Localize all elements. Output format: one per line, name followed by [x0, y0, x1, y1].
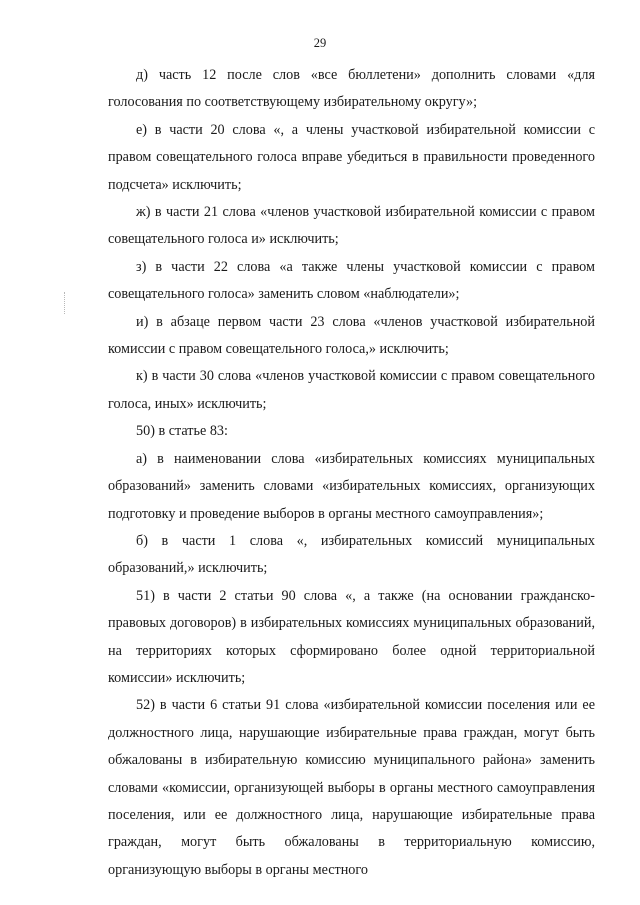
paragraph-k: к) в части 30 слова «членов участковой комиссии с правом совещательного голоса, иных» исключить; [108, 368, 595, 412]
paragraph-50: 50) в статье 83: [136, 423, 228, 440]
paragraph-d: д) часть 12 после слов «все бюллетени» дополнить словами «для голосования по соответствующему избирательному округу»; [108, 67, 595, 111]
paragraph-51: 51) в части 2 статьи 90 слова «, а также (на основании гражданско-правовых договоров) в избирательных комиссиях муниципальных образований, на территориях которых сформировано более одной территориальной комиссии» исключить; [108, 587, 595, 686]
paragraph-52: 52) в части 6 статьи 91 слова «избирательной комиссии поселения или ее должностного лица, нарушающие избирательные права граждан, могут быть обжалованы в избирательную комиссию муниципального района» заменить словами «комиссии, организующей выборы в органы местного самоуправления поселения, или ее должностного лица, нарушающие избирательные права граждан, могут быть обжалованы в территориальную комиссию, организующую выборы в органы местного [108, 697, 595, 878]
paragraph-e: е) в части 20 слова «, а члены участковой избирательной комиссии с правом совещательного голоса вправе убедиться в правильности проведенного подсчета» исключить; [108, 121, 595, 193]
paragraph-z: з) в части 22 слова «а также члены участковой комиссии с правом совещательного голоса» заменить словом «наблюдатели»; [108, 258, 595, 303]
paragraph-zh: ж) в части 21 слова «членов участковой избирательной комиссии с правом совещательного голоса и» исключить; [108, 204, 595, 248]
paragraph-50-a: а) в наименовании слова «избирательных комиссиях муниципальных образований» заменить словами «избирательных комиссиях, организующих подготовку и проведение выборов в органы местного самоуправления»; [108, 450, 595, 522]
paragraph-i: и) в абзаце первом части 23 слова «членов участковой избирательной комиссии с правом совещательного голоса,» исключить; [108, 313, 595, 358]
margin-mark [64, 292, 66, 314]
page-number: 29 [313, 36, 327, 50]
paragraph-50-b: б) в части 1 слова «, избирательных комиссий муниципальных образований,» исключить; [108, 532, 595, 577]
document-body [108, 62, 595, 884]
